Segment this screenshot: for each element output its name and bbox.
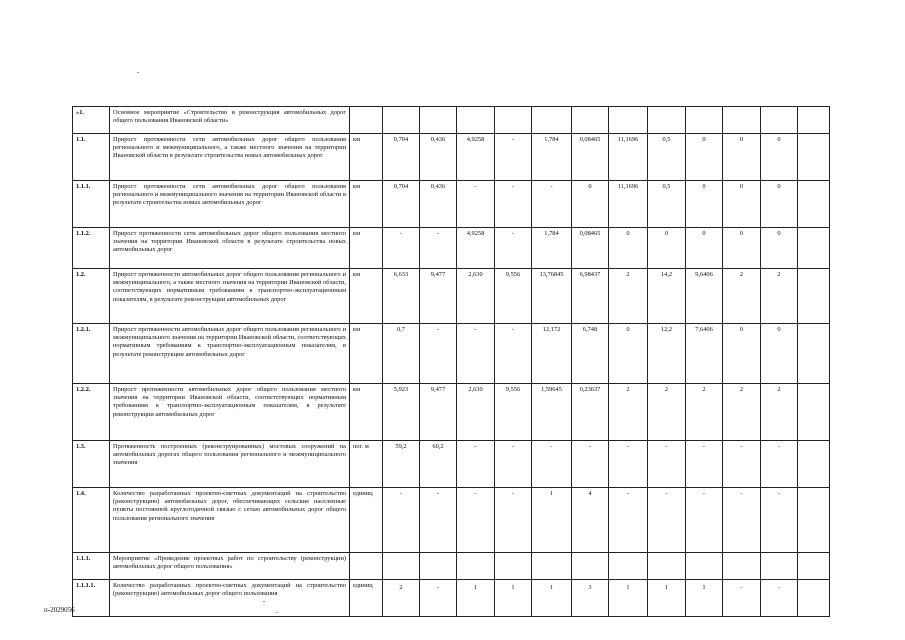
unit-cell: единиц: [350, 580, 383, 617]
unit-cell: км: [350, 324, 383, 384]
value-cell: 0: [723, 324, 761, 384]
value-cell: [383, 107, 420, 134]
value-cell: 9,6406: [686, 269, 723, 324]
value-cell: 59,2: [383, 441, 420, 488]
value-cell: [572, 553, 609, 580]
unit-cell: км: [350, 134, 383, 181]
indicator-description-cell: Прирост протяженности автомобильных дорог общего пользования регионального и межмуниципального, а также местного значения на территории Ивановской области, соответствующих нормативным требованиям к транспортно-эксплуатационным показателям, в результате реконструкции автомобильных дорог: [110, 269, 350, 324]
indicator-description-cell: Протяженность построенных (реконструированных) мостовых сооружений на автомобильных дорогах общего пользования регионального и межмуниципального значения: [110, 441, 350, 488]
indicator-description-cell: Основное мероприятие «Строительство и реконструкция автомобильных дорог общего пользования Ивановской области»: [110, 107, 350, 134]
unit-cell: км: [350, 228, 383, 269]
value-cell: 12,2: [648, 324, 686, 384]
value-cell: [532, 553, 572, 580]
value-cell: 1: [686, 580, 723, 617]
value-cell: 6,98437: [572, 269, 609, 324]
row-number-cell: 1.1.: [73, 134, 110, 181]
indicator-description-cell: Прирост протяженности автомобильных дорог общего пользования местного значения на территории Ивановской области, соответствующих нормативным требованиям к транспортно-эксплуатационным показателям, в результате реконструкции автомобильных дорог: [110, 384, 350, 441]
value-cell: [723, 107, 761, 134]
table-row: [73, 134, 830, 181]
value-cell: -: [723, 441, 761, 488]
row-number-cell: 1.4.: [73, 488, 110, 553]
value-cell: 1: [532, 580, 572, 617]
value-cell: 3: [572, 580, 609, 617]
indicator-description-cell: Количество разработанных проектно-сметных документаций на строительство (реконструкцию) автомобильных дорог, обеспечивающих сельские населенные пункты постоянной круглогодичной связью с сетью автомобильных дорог общего пользования регионального значения: [110, 488, 350, 553]
table-row: [73, 107, 830, 134]
value-cell: -: [532, 441, 572, 488]
indicator-description-cell: Прирост протяженности сети автомобильных дорог общего пользования регионального и межмуниципального значения на территории Ивановской области в результате строительства новых автомобильных дорог: [110, 181, 350, 228]
value-cell: [798, 107, 830, 134]
indicators-table: [72, 106, 830, 617]
row-number-cell: 1.1.2.: [73, 228, 110, 269]
value-cell: 0: [723, 181, 761, 228]
value-cell: -: [420, 580, 457, 617]
table-row: [73, 181, 830, 228]
value-cell: -: [495, 324, 532, 384]
value-cell: 0: [761, 134, 798, 181]
value-cell: -: [420, 228, 457, 269]
value-cell: -: [383, 488, 420, 553]
value-cell: [495, 553, 532, 580]
row-number-cell: 1.1.1.: [73, 553, 110, 580]
value-cell: 1,784: [532, 228, 572, 269]
row-number-cell: 1.2.: [73, 269, 110, 324]
unit-cell: км: [350, 269, 383, 324]
value-cell: -: [457, 488, 495, 553]
value-cell: -: [495, 488, 532, 553]
value-cell: 9,556: [495, 384, 532, 441]
value-cell: [798, 134, 830, 181]
indicator-description-cell: Количество разработанных проектно-сметных документаций на строительство (реконструкцию) автомобильных дорог общего пользования: [110, 580, 350, 617]
table-row: [73, 441, 830, 488]
value-cell: 6,748: [572, 324, 609, 384]
value-cell: 60,2: [420, 441, 457, 488]
value-cell: 2: [723, 384, 761, 441]
row-number-cell: 1.1.1.: [73, 181, 110, 228]
indicator-description-cell: Прирост протяженности сети автомобильных дорог общего пользования регионального и межмуниципального, а также местного значения на территории Ивановской области в результате строительства новых автомобильных дорог: [110, 134, 350, 181]
value-cell: [798, 580, 830, 617]
value-cell: -: [572, 441, 609, 488]
value-cell: 1: [532, 488, 572, 553]
value-cell: 14,2: [648, 269, 686, 324]
value-cell: -: [761, 441, 798, 488]
value-cell: 1: [495, 580, 532, 617]
value-cell: -: [457, 441, 495, 488]
value-cell: -: [686, 488, 723, 553]
value-cell: 0,08465: [572, 134, 609, 181]
value-cell: 7,6406: [686, 324, 723, 384]
row-number-cell: 1.1.1.1.: [73, 580, 110, 617]
value-cell: [609, 107, 648, 134]
value-cell: 0,5: [648, 134, 686, 181]
value-cell: -: [609, 441, 648, 488]
value-cell: 2,630: [457, 269, 495, 324]
value-cell: 9,477: [420, 269, 457, 324]
value-cell: 2: [383, 580, 420, 617]
scan-speck: [276, 612, 278, 613]
value-cell: 0: [609, 324, 648, 384]
value-cell: [798, 441, 830, 488]
value-cell: [686, 553, 723, 580]
unit-cell: [350, 107, 383, 134]
value-cell: 1: [609, 580, 648, 617]
value-cell: 4: [572, 488, 609, 553]
value-cell: 0: [572, 181, 609, 228]
value-cell: [457, 107, 495, 134]
row-number-cell: »1.: [73, 107, 110, 134]
value-cell: [648, 553, 686, 580]
value-cell: 11,1696: [609, 181, 648, 228]
value-cell: -: [420, 324, 457, 384]
value-cell: 5,923: [383, 384, 420, 441]
value-cell: 0,436: [420, 134, 457, 181]
value-cell: -: [761, 580, 798, 617]
table-row: [73, 580, 830, 617]
value-cell: -: [723, 580, 761, 617]
value-cell: 1,784: [532, 134, 572, 181]
value-cell: 0,7: [383, 324, 420, 384]
value-cell: [572, 107, 609, 134]
table-row: [73, 324, 830, 384]
value-cell: -: [495, 228, 532, 269]
value-cell: 0: [723, 228, 761, 269]
value-cell: -: [383, 228, 420, 269]
value-cell: 0: [686, 181, 723, 228]
unit-cell: [350, 553, 383, 580]
value-cell: 2,630: [457, 384, 495, 441]
value-cell: 2: [761, 384, 798, 441]
value-cell: -: [495, 181, 532, 228]
value-cell: -: [761, 488, 798, 553]
value-cell: -: [420, 488, 457, 553]
value-cell: 0,23637: [572, 384, 609, 441]
value-cell: [495, 107, 532, 134]
value-cell: 2: [648, 384, 686, 441]
indicator-description-cell: Прирост протяженности сети автомобильных дорог общего пользования местного значения на территории Ивановской области в результате строительства новых автомобильных дорог: [110, 228, 350, 269]
value-cell: 0: [723, 134, 761, 181]
value-cell: [648, 107, 686, 134]
value-cell: [723, 553, 761, 580]
value-cell: -: [648, 488, 686, 553]
value-cell: [532, 107, 572, 134]
value-cell: [761, 107, 798, 134]
value-cell: [798, 553, 830, 580]
value-cell: [420, 107, 457, 134]
value-cell: [798, 324, 830, 384]
value-cell: 0: [761, 181, 798, 228]
value-cell: -: [723, 488, 761, 553]
value-cell: 0: [609, 228, 648, 269]
value-cell: 1,59645: [532, 384, 572, 441]
table-row: [73, 488, 830, 553]
value-cell: 0,704: [383, 181, 420, 228]
value-cell: [686, 107, 723, 134]
unit-cell: единиц: [350, 488, 383, 553]
value-cell: [798, 488, 830, 553]
value-cell: 0: [686, 134, 723, 181]
unit-cell: км: [350, 181, 383, 228]
value-cell: 0: [648, 228, 686, 269]
value-cell: -: [532, 181, 572, 228]
value-cell: [420, 553, 457, 580]
value-cell: 1: [457, 580, 495, 617]
unit-cell: км: [350, 384, 383, 441]
value-cell: 0: [686, 228, 723, 269]
table-row: [73, 553, 830, 580]
value-cell: 9,477: [420, 384, 457, 441]
value-cell: 11,1696: [609, 134, 648, 181]
value-cell: 2: [609, 269, 648, 324]
indicator-description-cell: Прирост протяженности автомобильных дорог общего пользования регионального и межмуниципального значения на территории Ивановской области, соответствующих нормативным требованиям к транспортно-эксплуатационным показателям, в результате реконструкции автомобильных дорог: [110, 324, 350, 384]
value-cell: 0,436: [420, 181, 457, 228]
table-row: [73, 269, 830, 324]
value-cell: -: [457, 181, 495, 228]
value-cell: -: [609, 488, 648, 553]
table-body: [73, 107, 830, 617]
value-cell: [457, 553, 495, 580]
value-cell: [798, 384, 830, 441]
value-cell: 6,633: [383, 269, 420, 324]
value-cell: [798, 269, 830, 324]
value-cell: 0,5: [648, 181, 686, 228]
value-cell: -: [457, 324, 495, 384]
value-cell: -: [686, 441, 723, 488]
value-cell: [798, 181, 830, 228]
value-cell: 0,704: [383, 134, 420, 181]
value-cell: [798, 228, 830, 269]
value-cell: [761, 553, 798, 580]
row-number-cell: 1.3.: [73, 441, 110, 488]
value-cell: 0,08465: [572, 228, 609, 269]
indicator-description-cell: Мероприятие «Проведение проектных работ по строительству (реконструкции) автомобильных дорог общего пользования»: [110, 553, 350, 580]
scan-speck: [263, 601, 265, 602]
value-cell: 9,556: [495, 269, 532, 324]
value-cell: 2: [761, 269, 798, 324]
value-cell: 0: [761, 228, 798, 269]
table-row: [73, 384, 830, 441]
value-cell: 4,9258: [457, 134, 495, 181]
table-row: [73, 228, 830, 269]
value-cell: 2: [609, 384, 648, 441]
value-cell: [383, 553, 420, 580]
unit-cell: пог. м: [350, 441, 383, 488]
value-cell: 2: [723, 269, 761, 324]
value-cell: 0: [761, 324, 798, 384]
value-cell: 2: [686, 384, 723, 441]
document-code: п-2029056: [44, 606, 75, 614]
value-cell: 12,172: [532, 324, 572, 384]
value-cell: 1: [648, 580, 686, 617]
value-cell: -: [495, 134, 532, 181]
value-cell: 13,76845: [532, 269, 572, 324]
row-number-cell: 1.2.2.: [73, 384, 110, 441]
scan-speck: [137, 72, 139, 73]
row-number-cell: 1.2.1.: [73, 324, 110, 384]
value-cell: -: [648, 441, 686, 488]
value-cell: -: [495, 441, 532, 488]
value-cell: 4,9258: [457, 228, 495, 269]
value-cell: [609, 553, 648, 580]
